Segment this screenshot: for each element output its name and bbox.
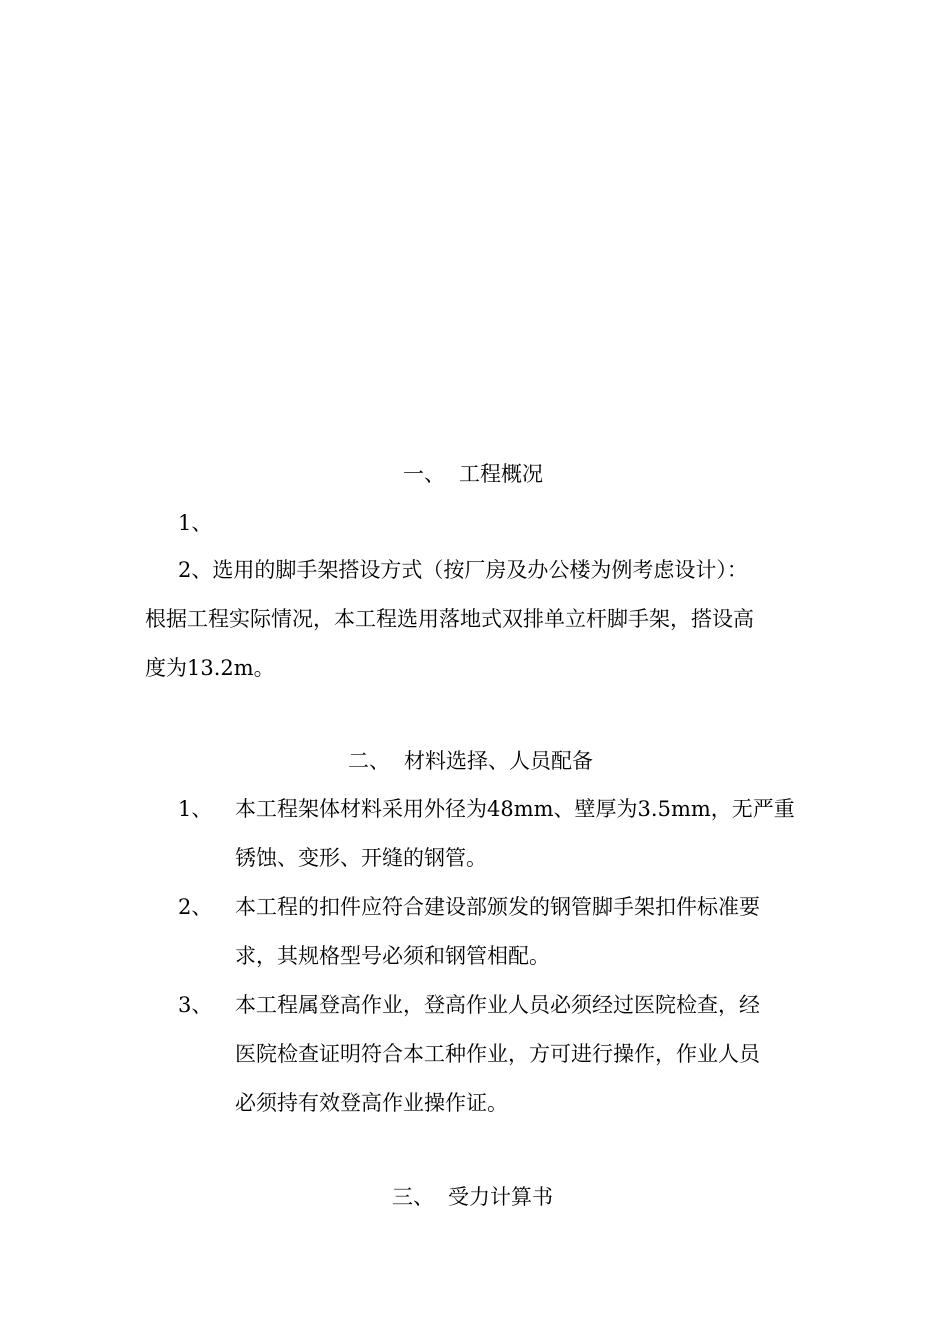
section-2-item-3-line-1: 本工程属登高作业，登高作业人员必须经过医院检查，经 xyxy=(235,993,760,1017)
section-1-item-2-line-3: 度为13.2m。 xyxy=(145,656,275,680)
section-2-item-2-line-1: 本工程的扣件应符合建设部颁发的钢管脚手架扣件标准要 xyxy=(235,895,760,919)
section-1-heading xyxy=(403,461,543,487)
section-1-item-1: 1、 xyxy=(178,511,213,535)
section-2-item-2-number: 2、 xyxy=(178,895,213,919)
section-3-heading xyxy=(392,1184,553,1210)
section-3-title: 受力计算书 xyxy=(448,1185,553,1209)
section-2-item-3-line-2: 医院检查证明符合本工种作业，方可进行操作，作业人员 xyxy=(235,1042,760,1066)
section-1-item-2-line-2: 根据工程实际情况，本工程选用落地式双排单立杆脚手架，搭设高 xyxy=(145,607,754,631)
section-2-item-1-number: 1、 xyxy=(178,797,213,821)
section-3-number: 三、 xyxy=(392,1185,434,1209)
section-2-heading xyxy=(348,748,593,774)
section-2-item-3-line-3: 必须持有效登高作业操作证。 xyxy=(235,1091,508,1115)
section-2-item-2-line-2: 求，其规格型号必须和钢管相配。 xyxy=(235,944,550,968)
section-1-title: 工程概况 xyxy=(459,462,543,486)
section-2-item-1-line-2: 锈蚀、变形、开缝的钢管。 xyxy=(235,846,487,870)
section-1-number: 一、 xyxy=(403,462,445,486)
section-2-number: 二、 xyxy=(348,749,390,773)
section-2-item-3-number: 3、 xyxy=(178,993,213,1017)
section-2-title: 材料选择、人员配备 xyxy=(404,749,593,773)
section-1-item-2-line-1: 2、选用的脚手架搭设方式（按厂房及办公楼为例考虑设计）： xyxy=(178,558,748,582)
section-2-item-1-line-1: 本工程架体材料采用外径为48mm、壁厚为3.5mm，无严重 xyxy=(235,797,795,821)
